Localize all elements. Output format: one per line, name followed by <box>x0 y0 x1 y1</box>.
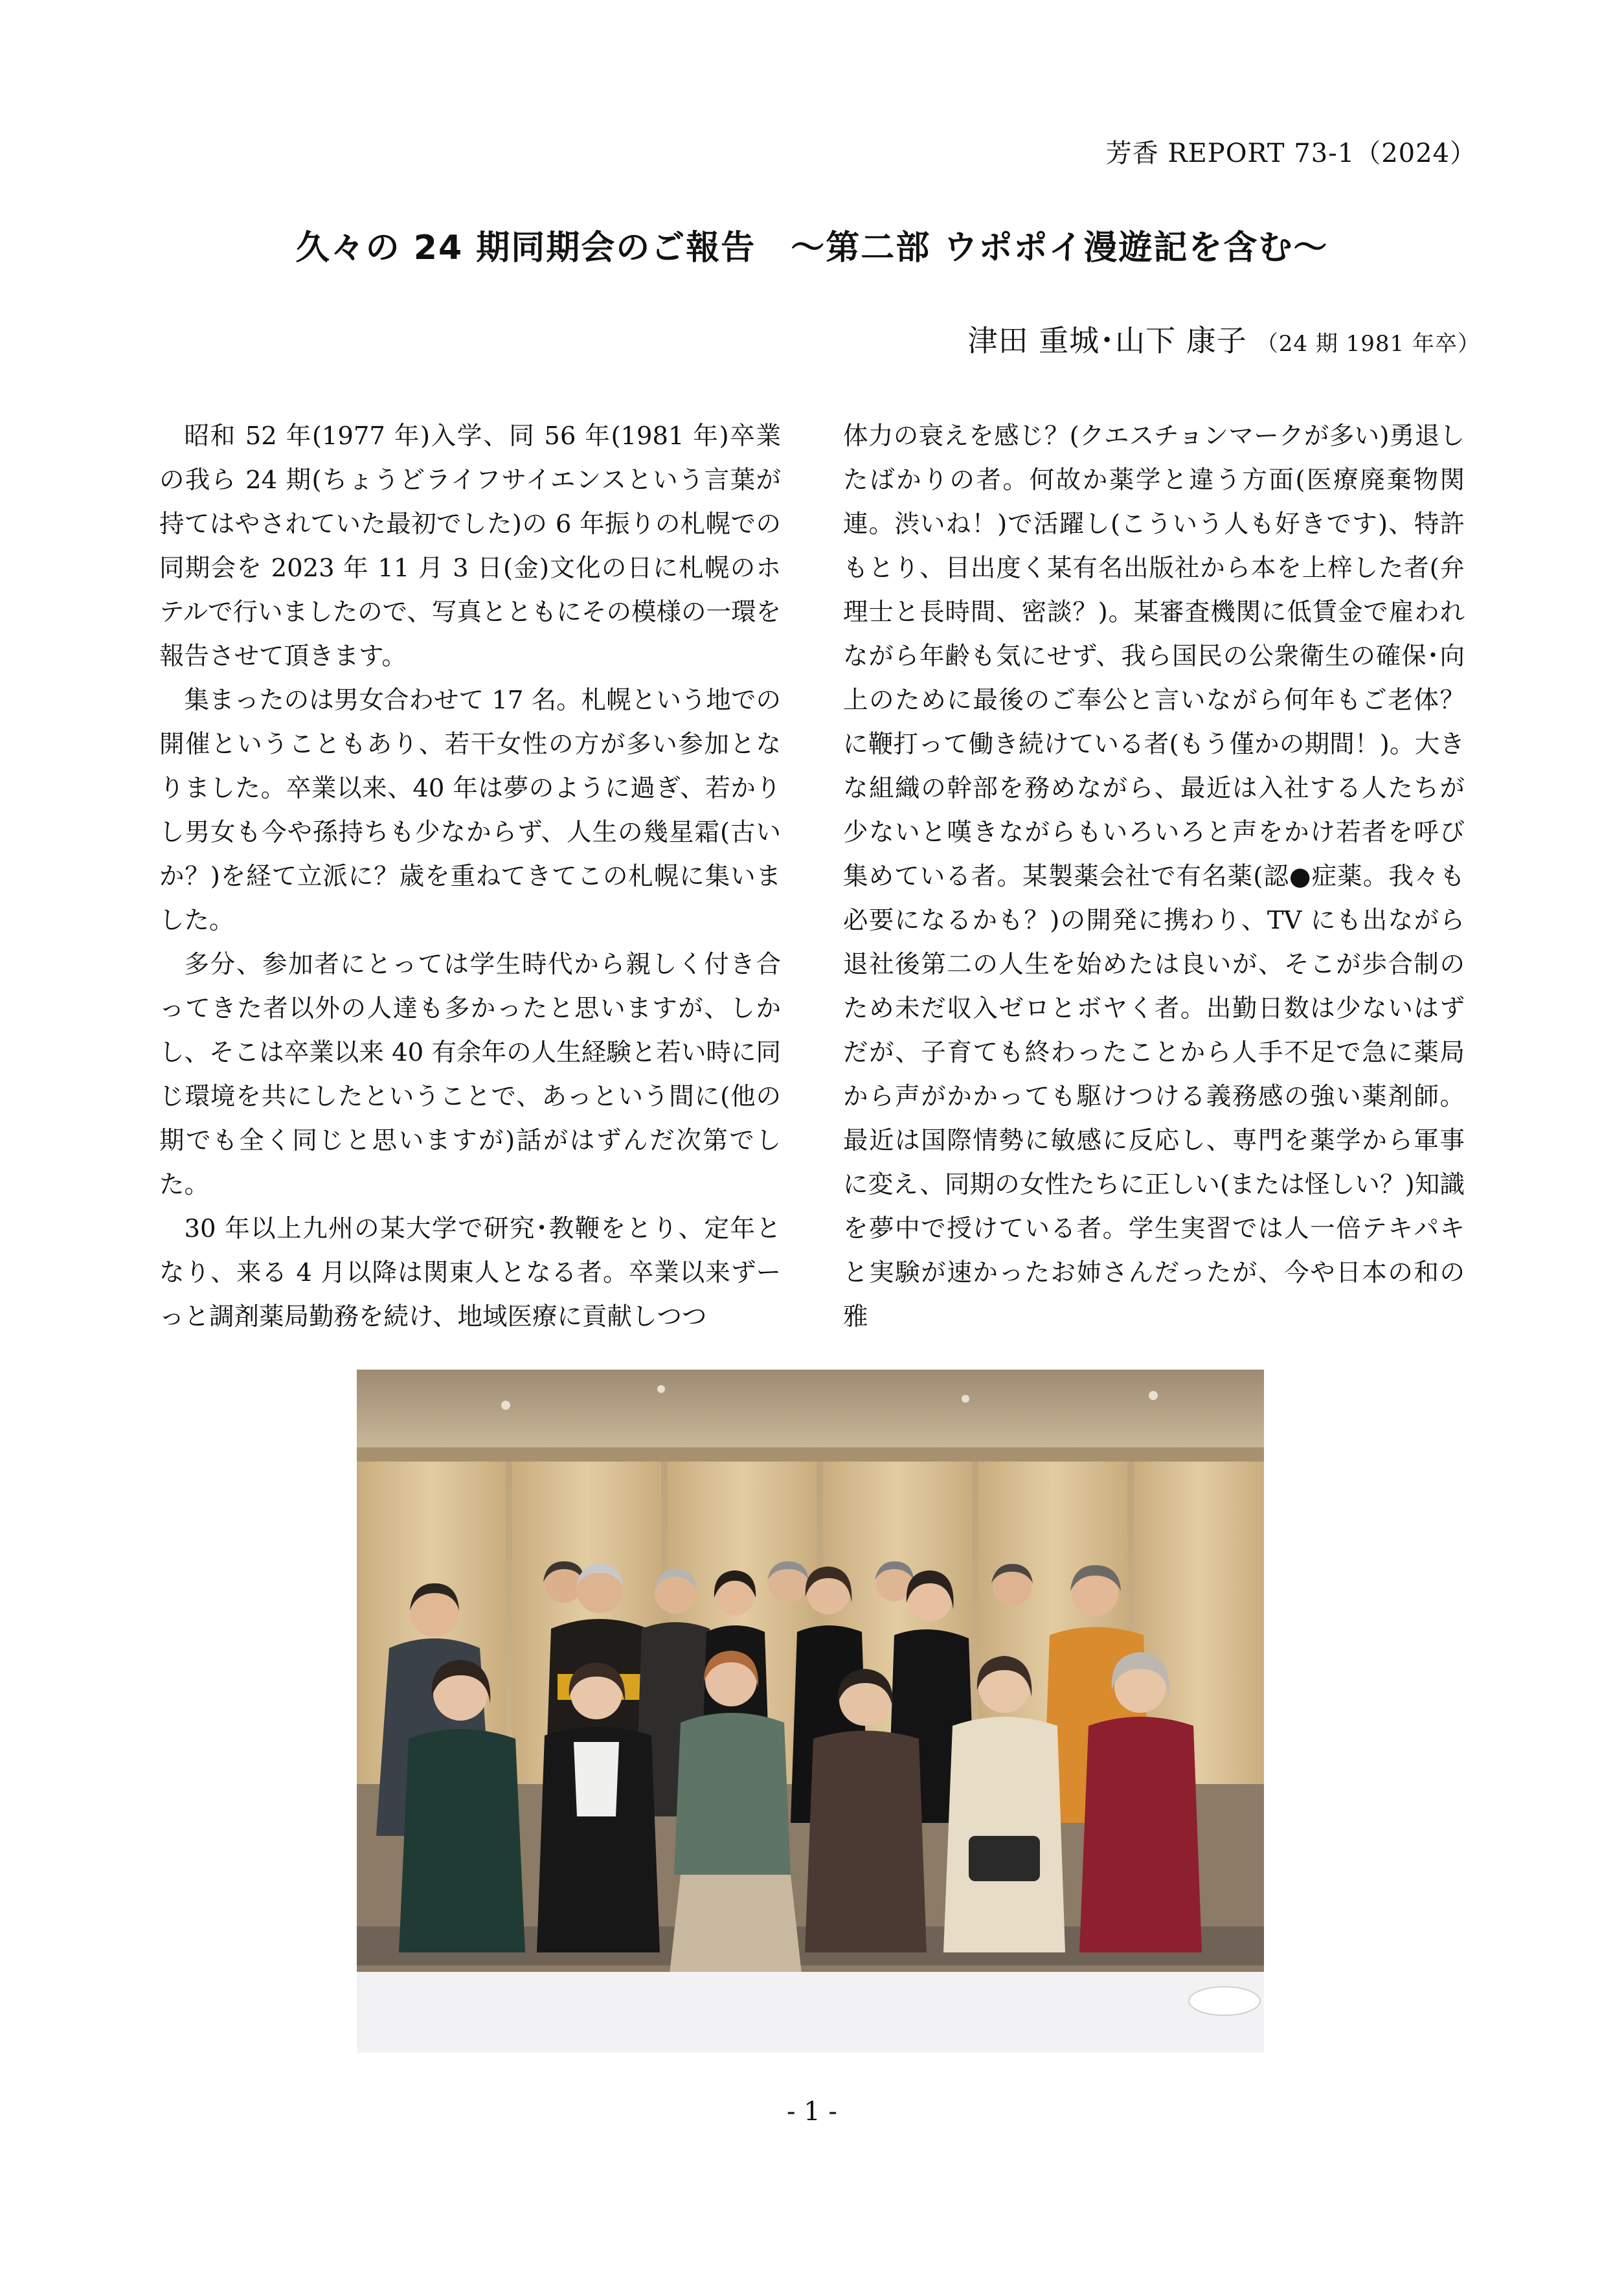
paragraph: 集まったのは男女合わせて 17 名。札幌という地での開催ということもあり、若干女性の方が多い参加となりました。卒業以来、40 年は夢のように過ぎ、若かりし男女も今や孫持ちも少なからず、人生の幾星霜(古いか？)を経て立派に？歳を重ねてきてこの札幌に集いました。 <box>159 686 781 935</box>
group-photo <box>357 1370 1264 2053</box>
page-number: - 1 - <box>787 2097 837 2127</box>
author-names: 津田 重城･山下 康子 <box>967 323 1247 358</box>
author-line <box>968 317 1480 360</box>
article-title: 久々の 24 期同期会のご報告 ～第二部 ウポポイ漫遊記を含む～ <box>295 229 1329 267</box>
paragraph: 体力の衰えを感じ？(クエスチョンマークが多い)勇退したばかりの者。何故か薬学と違う方面(医療廃棄物関連。渋いね！)で活躍し(こういう人も好きです)、特許もとり、目出度く某有名出版社から本を上梓した者(弁理士と長時間、密談？)。某審査機関に低賃金で雇われながら年齢も気にせず、我ら国民の公衆衛生の確保･向上のために最後のご奉公と言いながら何年もご老体？に鞭打って働き続けている者(もう僅かの期間！)。大きな組織の幹部を務めながら、最近は入社する人たちが少ないと嘆きながらもいろいろと声をかけ若者を呼び集めている者。某製薬会社で有名薬(認●症薬。我々も必要になるかも？)の開発に携わり、TV にも出ながら退社後第二の人生を始めたは良いが、そこが歩合制のため未だ収入ゼロとボヤく者。出勤日数は少ないはずだが、子育ても終わったことから人手不足で急に薬局から声がかかっても駆けつける義務感の強い薬剤師。最近は国際情勢に敏感に反応し、専門を薬学から軍事に変え、同期の女性たちに正しい(または怪しい？)知識を夢中で授けている者。学生実習では人一倍テキパキと実験が速かったお姉さんだったが、今や日本の和の雅 <box>843 422 1465 1331</box>
author-affiliation: （24 期 1981 年卒） <box>1256 331 1480 357</box>
body-column-left <box>159 414 781 1339</box>
paragraph: 昭和 52 年(1977 年)入学、同 56 年(1981 年)卒業の我ら 24 期(ちょうどライフサイエンスという言葉が持てはやされていた最初でした)の 6 年振りの札幌での同期会を 2023 年 11 月 3 日(金)文化の日に札幌のホテルで行いましたので、写真とともにその模様の一環を報告させて頂きます。 <box>159 422 781 671</box>
body-column-right <box>843 414 1465 1339</box>
paragraph: 多分、参加者にとっては学生時代から親しく付き合ってきた者以外の人達も多かったと思いますが、しかし、そこは卒業以来 40 有余年の人生経験と若い時に同じ環境を共にしたということで、あっという間に(他の期でも全く同じと思いますが)話がはずんだ次第でした。 <box>159 950 781 1199</box>
paragraph: 30 年以上九州の某大学で研究･教鞭をとり、定年となり、来る 4 月以降は関東人となる者。卒業以来ずーっと調剤薬局勤務を続け、地域医療に貢献しつつ <box>159 1214 781 1331</box>
report-reference: 芳香 REPORT 73-1（2024） <box>1105 139 1476 168</box>
